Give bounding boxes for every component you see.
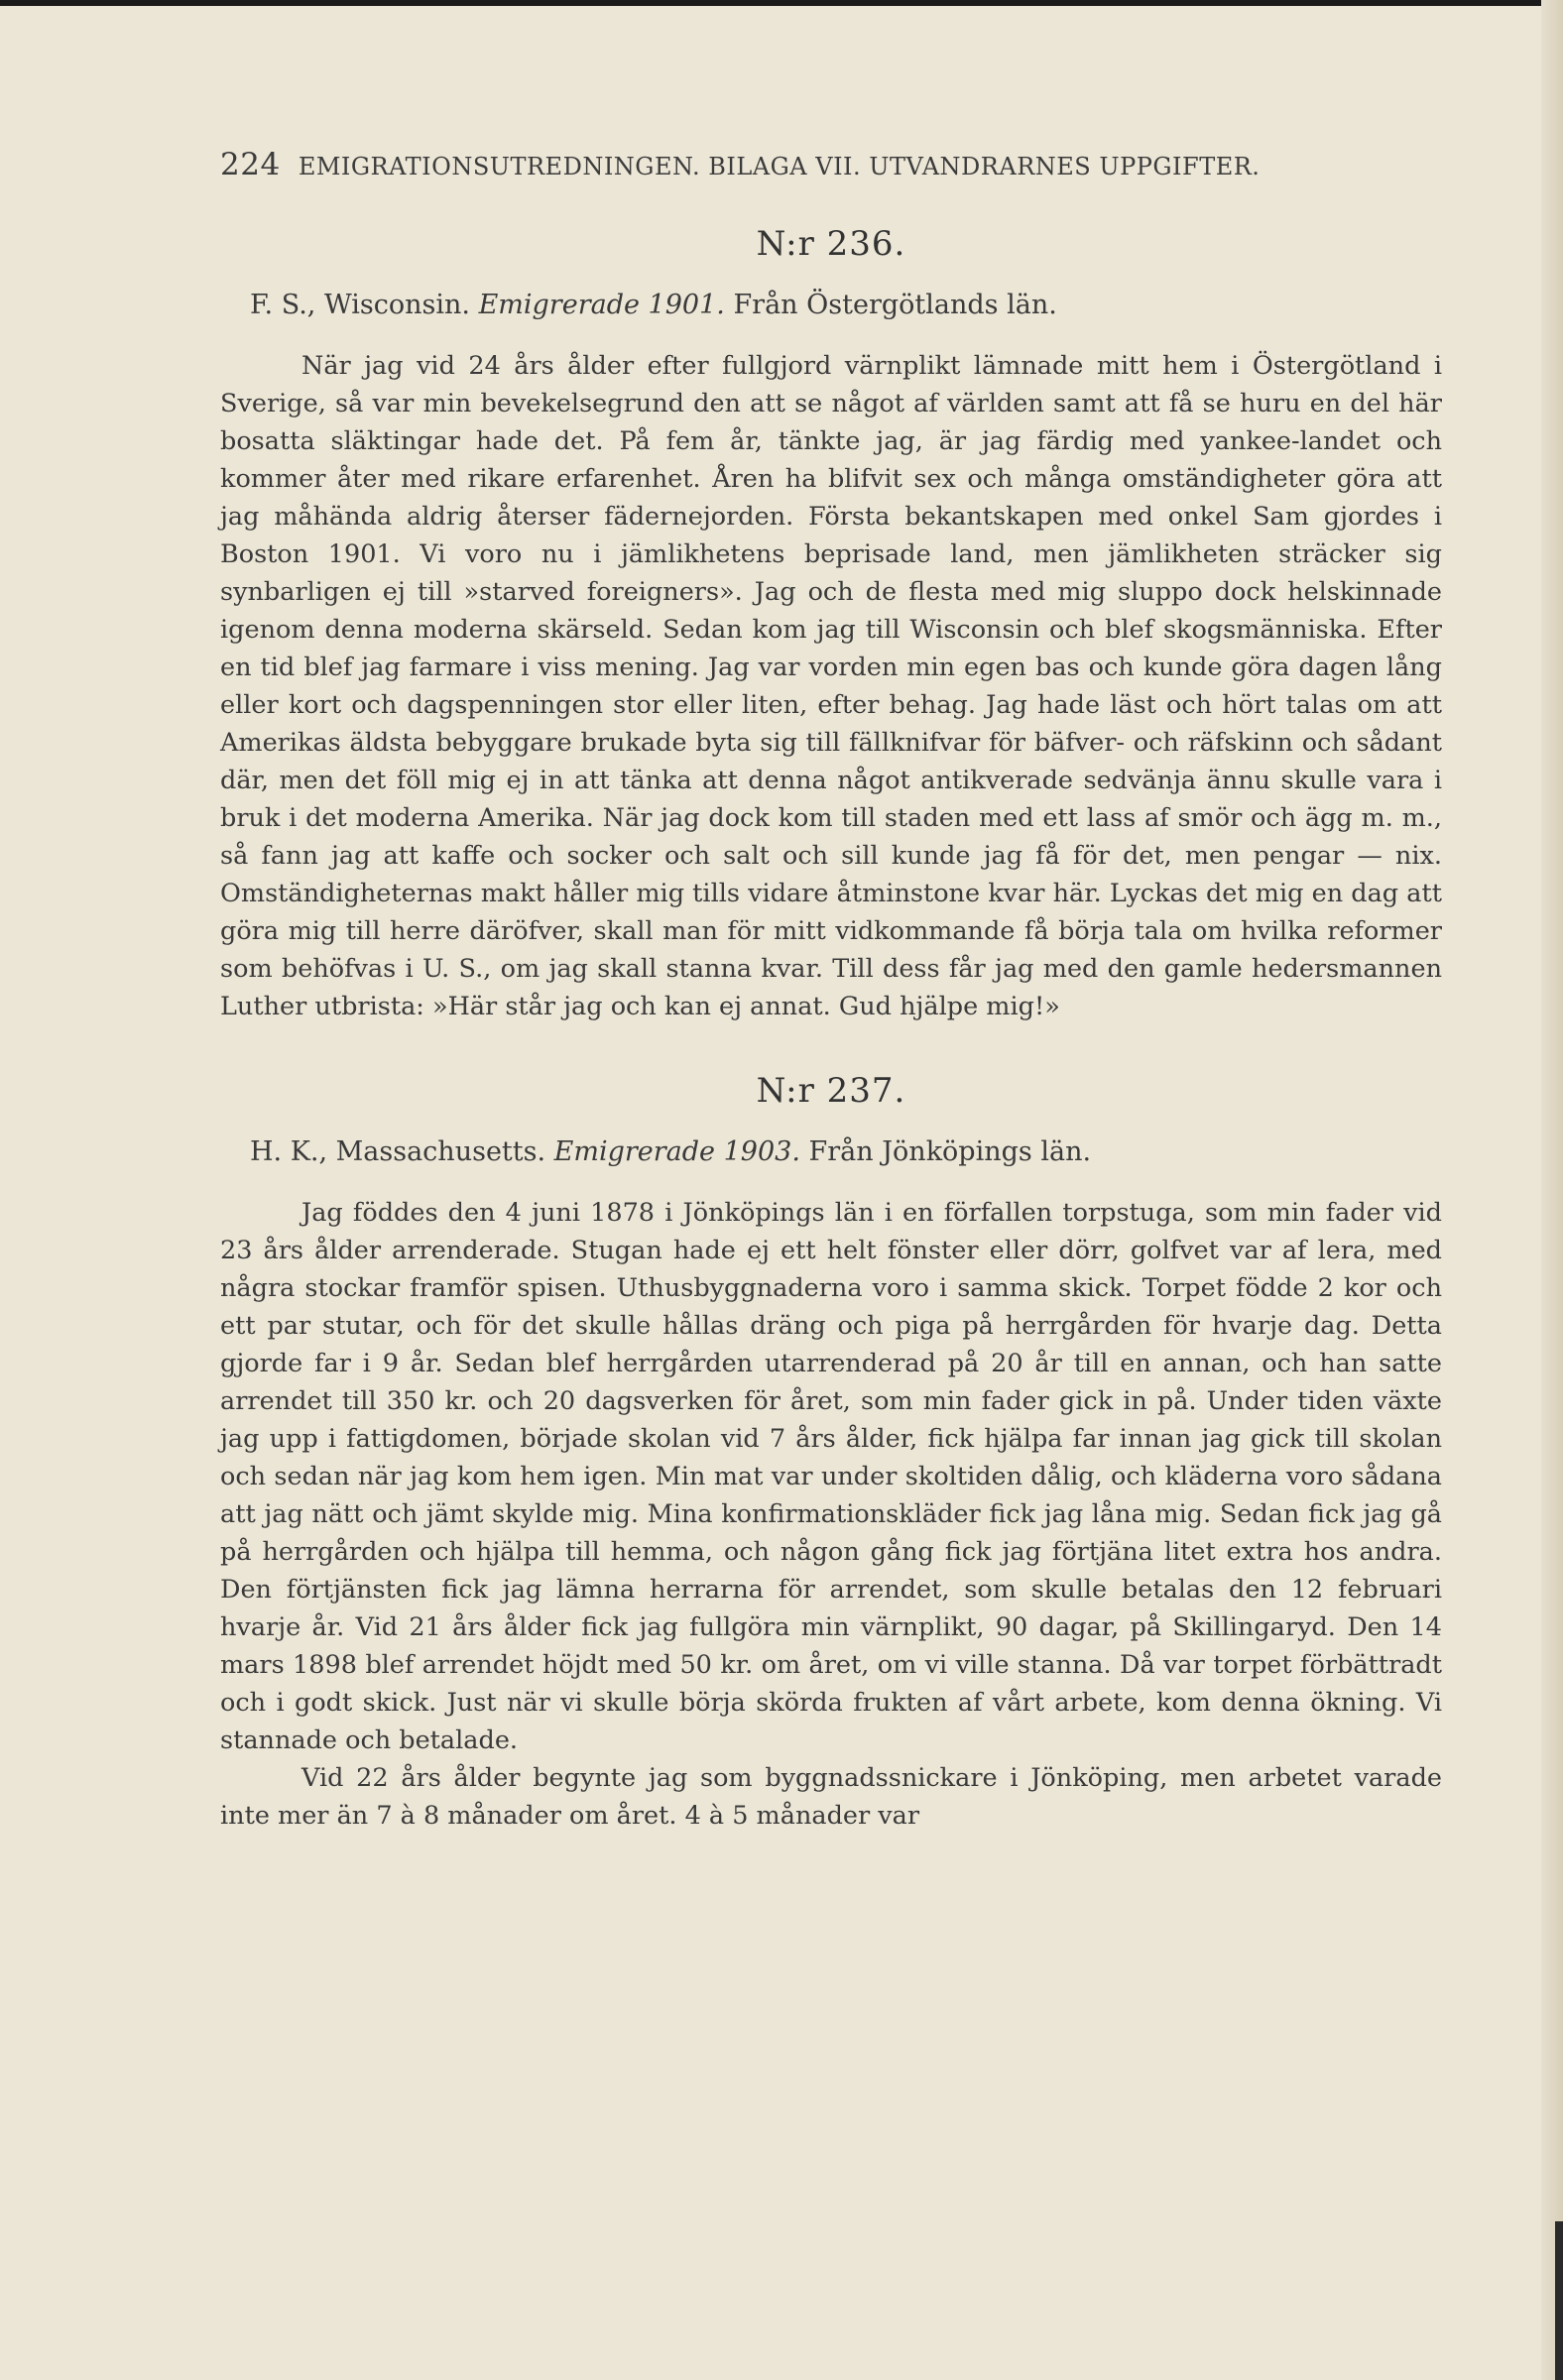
page-content bbox=[220, 216, 1442, 1835]
entry-paragraph: Jag föddes den 4 juni 1878 i Jönköpings län i en förfallen torpstuga, som min fader vid 23 års ålder arrenderade. Stugan hade ej ett helt fönster eller dörr, golfvet var af lera, med några stockar framför spisen. Uthusbyggnaderna voro i samma skick. Torpet födde 2 kor och ett par stutar, och för det skulle hållas dräng och piga på herrgården för hvarje dag. Detta gjorde far i 9 år. Sedan blef herrgården utarrenderad på 20 år till en annan, och han satte arrendet till 350 kr. och 20 dagsverken för året, som min fader gick in på. Under tiden växte jag upp i fattigdomen, började skolan vid 7 års ålder, fick hjälpa far innan jag gick till skolan och sedan när jag kom hem igen. Min mat var under skoltiden dålig, och kläderna voro sådana att jag nätt och jämt skylde mig. Mina konfirmationskläder fick jag låna mig. Sedan fick jag gå på herrgården och hjälpa till hemma, och någon gång fick jag förtjäna litet extra hos andra. Den förtjänsten fick jag lämna herrarna för arrendet, som skulle betalas den 12 februari hvarje år. Vid 21 års ålder fick jag fullgöra min värnplikt, 90 dagar, på Skillingaryd. Den 14 mars 1898 blef arrendet höjdt med 50 kr. om året, om vi ville stanna. Då var torpet förbättradt och i godt skick. Just när vi skulle börja skörda frukten af vårt arbete, kom denna ökning. Vi stannade och betalade. bbox=[220, 1198, 1442, 1755]
entry-initials-place: H. K., Massachusetts. bbox=[250, 1136, 546, 1167]
entry-meta bbox=[250, 1132, 1442, 1172]
entry-number: N:r 237. bbox=[756, 1071, 906, 1111]
entry-meta bbox=[250, 286, 1442, 325]
entry-paragraph: När jag vid 24 års ålder efter fullgjord värnplikt lämnade mitt hem i Östergötland i Sverige, så var min bevekelsegrund den att se något af världen samt att få se huru en del här bosatta släktingar hade det. På fem år, tänkte jag, är jag färdig med yankee-landet och kommer åter med rikare erfarenhet. Åren ha blifvit sex och många omständigheter göra att jag måhända aldrig återser fädernejorden. Första bekantskapen med onkel Sam gjordes i Boston 1901. Vi voro nu i jämlikhetens beprisade land, men jämlikheten sträcker sig synbarligen ej till »starved foreigners». Jag och de flesta med mig sluppo dock helskinnade igenom denna moderna skärseld. Sedan kom jag till Wisconsin och blef skogsmänniska. Efter en tid blef jag farmare i viss mening. Jag var vorden min egen bas och kunde göra dagen lång eller kort och dagspenningen stor eller liten, efter behag. Jag hade läst och hört talas om att Amerikas äldsta bebyggare brukade byta sig till fällknifvar för bäfver- och räfskinn och sådant där, men det föll mig ej in att tänka att denna något antikverade sedvänja ännu skulle vara i bruk i det moderna Amerika. När jag dock kom till staden med ett lass af smör och ägg m. m., så fann jag att kaffe och socker och salt och sill kunde jag få för det, men pengar — nix. Omständigheternas makt håller mig tills vidare åtminstone kvar här. Lyckas det mig en dag att göra mig till herre däröfver, skall man för mitt vidkommande få börja tala om hvilka reformer som behöfvas i U. S., om jag skall stanna kvar. Till dess får jag med den gamle hedersmannen Luther utbrista: »Här står jag och kan ej annat. Gud hjälpe mig!» bbox=[220, 351, 1442, 1021]
scan-top-border bbox=[0, 0, 1563, 6]
entry-emigrated: Emigrerade 1901. bbox=[478, 290, 725, 320]
running-header bbox=[220, 147, 1440, 182]
page-number: 224 bbox=[220, 147, 281, 182]
scan-corner-mark bbox=[1523, 2221, 1563, 2380]
entry-number: N:r 236. bbox=[756, 224, 906, 264]
running-title: EMIGRATIONSUTREDNINGEN. BILAGA VII. UTVANDRARNES UPPGIFTER. bbox=[298, 153, 1261, 180]
entry-paragraph: Vid 22 års ålder begynte jag som byggnadssnickare i Jönköping, men arbetet varade inte mer än 7 à 8 månader om året. 4 à 5 månader var bbox=[220, 1763, 1442, 1831]
entry-origin: Från Jönköpings län. bbox=[808, 1136, 1092, 1167]
entry-initials-place: F. S., Wisconsin. bbox=[250, 290, 470, 320]
entry-237 bbox=[220, 1071, 1442, 1835]
entry-emigrated: Emigrerade 1903. bbox=[553, 1136, 800, 1167]
entry-origin: Från Östergötlands län. bbox=[733, 290, 1057, 320]
entry-236 bbox=[220, 224, 1442, 1025]
entry-separator bbox=[220, 1025, 1442, 1063]
page-right-edge bbox=[1541, 0, 1563, 2380]
